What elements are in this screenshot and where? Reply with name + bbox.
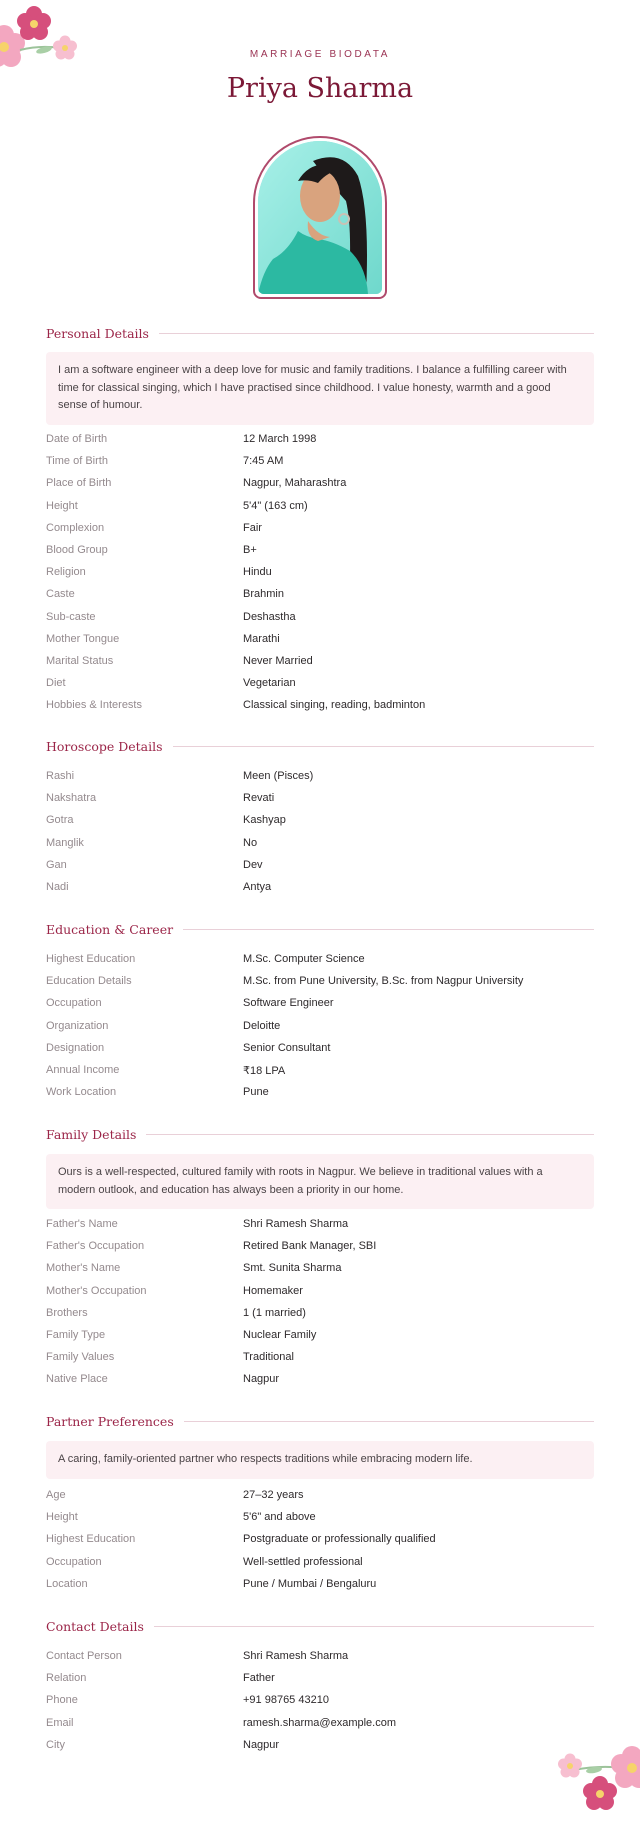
- detail-label: Manglik: [46, 836, 84, 849]
- detail-row: [46, 539, 594, 561]
- section-title: Education & Career: [46, 921, 174, 937]
- detail-value: 7:45 AM: [243, 455, 284, 468]
- detail-row: [46, 583, 594, 605]
- detail-value: Homemaker: [243, 1284, 303, 1297]
- partner-note: A caring, family-oriented partner who respects traditions while embracing modern life.: [46, 1441, 594, 1479]
- detail-value: Classical singing, reading, badminton: [243, 699, 426, 712]
- detail-label: Marital Status: [46, 654, 114, 667]
- detail-row: [46, 1324, 594, 1346]
- profile-photo: [258, 141, 382, 294]
- detail-value: Kashyap: [243, 814, 286, 827]
- detail-label: Rashi: [46, 770, 75, 783]
- detail-value: Fair: [243, 521, 262, 534]
- detail-label: Nadi: [46, 881, 69, 894]
- detail-label: Relation: [46, 1672, 87, 1685]
- detail-label: Phone: [46, 1694, 78, 1707]
- detail-row: [46, 809, 594, 831]
- detail-value: No: [243, 836, 258, 849]
- detail-row: [46, 561, 594, 583]
- profile-photo-frame: [253, 136, 387, 299]
- detail-row: [46, 1257, 594, 1279]
- detail-label: Occupation: [46, 1555, 102, 1568]
- detail-label: Nakshatra: [46, 792, 97, 805]
- detail-label: Contact Person: [46, 1650, 122, 1663]
- divider: [146, 1134, 594, 1135]
- education-details-list: [46, 948, 594, 1103]
- detail-label: Time of Birth: [46, 455, 108, 468]
- detail-row: [46, 1059, 594, 1081]
- detail-value: Postgraduate or professionally qualified: [243, 1533, 436, 1546]
- detail-row: [46, 1506, 594, 1528]
- detail-label: Mother Tongue: [46, 632, 120, 645]
- horoscope-details-list: [46, 765, 594, 898]
- detail-value: Pune / Mumbai / Bengaluru: [243, 1577, 377, 1590]
- detail-row: [46, 1667, 594, 1689]
- detail-row: [46, 628, 594, 650]
- detail-label: Date of Birth: [46, 433, 108, 446]
- contact-details-list: [46, 1645, 594, 1756]
- partner-preferences-list: [46, 1484, 594, 1595]
- detail-row: [46, 1235, 594, 1257]
- detail-row: [46, 1302, 594, 1324]
- detail-label: Gan: [46, 858, 67, 871]
- document-subtitle: MARRIAGE BIODATA: [249, 49, 391, 60]
- divider: [154, 1626, 594, 1627]
- detail-label: City: [46, 1738, 65, 1751]
- detail-row: [46, 450, 594, 472]
- about-me-note: I am a software engineer with a deep love for music and family traditions. I balance a fulfilling career with time for classical singing, which I have practised since childhood. I value honesty, warmth and a good sense of humour.: [46, 352, 594, 425]
- family-note: Ours is a well-respected, cultured family with roots in Nagpur. We believe in traditional values with a modern outlook, and education has always been a priority in our home.: [46, 1154, 594, 1209]
- detail-label: Height: [46, 499, 78, 512]
- detail-value: 27–32 years: [243, 1489, 304, 1502]
- detail-row: [46, 650, 594, 672]
- detail-value: Dev: [243, 858, 263, 871]
- detail-row: [46, 1689, 594, 1711]
- detail-value: 5'4" (163 cm): [243, 499, 308, 512]
- detail-row: [46, 1734, 594, 1756]
- detail-label: Height: [46, 1511, 78, 1524]
- detail-value: Revati: [243, 792, 275, 805]
- detail-value: Vegetarian: [243, 677, 296, 690]
- detail-row: [46, 1081, 594, 1103]
- detail-value: ₹18 LPA: [243, 1064, 286, 1077]
- section-title: Contact Details: [46, 1618, 144, 1634]
- detail-value: Brahmin: [243, 588, 284, 601]
- detail-value: 5'6" and above: [243, 1511, 316, 1524]
- detail-value: Meen (Pisces): [243, 770, 314, 783]
- detail-label: Designation: [46, 1041, 105, 1054]
- detail-label: Email: [46, 1716, 74, 1729]
- detail-row: [46, 495, 594, 517]
- detail-row: [46, 694, 594, 716]
- detail-row: [46, 854, 594, 876]
- detail-value: Shri Ramesh Sharma: [243, 1218, 349, 1231]
- detail-row: [46, 472, 594, 494]
- detail-value: Retired Bank Manager, SBI: [243, 1240, 377, 1253]
- detail-label: Location: [46, 1577, 88, 1590]
- detail-row: [46, 1368, 594, 1390]
- detail-label: Age: [46, 1489, 66, 1502]
- detail-value: Shri Ramesh Sharma: [243, 1650, 349, 1663]
- detail-label: Complexion: [46, 521, 105, 534]
- detail-value: M.Sc. from Pune University, B.Sc. from Nagpur University: [243, 975, 524, 988]
- detail-row: [46, 1712, 594, 1734]
- detail-value: Hindu: [243, 566, 272, 579]
- detail-value: 12 March 1998: [243, 433, 317, 446]
- detail-row: [46, 1484, 594, 1506]
- detail-row: [46, 1528, 594, 1550]
- detail-row: [46, 992, 594, 1014]
- detail-label: Diet: [46, 677, 66, 690]
- detail-label: Family Type: [46, 1329, 106, 1342]
- detail-label: Family Values: [46, 1351, 115, 1364]
- detail-row: [46, 428, 594, 450]
- detail-row: [46, 832, 594, 854]
- section-horoscope-details: [46, 736, 594, 756]
- detail-label: Work Location: [46, 1086, 117, 1099]
- detail-row: [46, 1645, 594, 1667]
- detail-label: Mother's Name: [46, 1262, 121, 1275]
- detail-label: Brothers: [46, 1306, 88, 1319]
- detail-label: Annual Income: [46, 1064, 120, 1077]
- detail-row: [46, 1280, 594, 1302]
- detail-value: Software Engineer: [243, 997, 334, 1010]
- detail-value: M.Sc. Computer Science: [243, 953, 365, 966]
- detail-label: Blood Group: [46, 544, 108, 557]
- section-partner-preferences: [46, 1411, 594, 1431]
- detail-value: Smt. Sunita Sharma: [243, 1262, 342, 1275]
- section-personal-details: [46, 323, 594, 343]
- detail-label: Organization: [46, 1019, 109, 1032]
- detail-value: Nagpur: [243, 1738, 280, 1751]
- detail-row: [46, 517, 594, 539]
- section-contact-details: [46, 1616, 594, 1636]
- detail-row: [46, 876, 594, 898]
- detail-row: [46, 1346, 594, 1368]
- detail-row: [46, 1037, 594, 1059]
- detail-value: Nagpur, Maharashtra: [243, 477, 347, 490]
- detail-value: +91 98765 43210: [243, 1694, 329, 1707]
- detail-row: [46, 1551, 594, 1573]
- detail-label: Hobbies & Interests: [46, 699, 142, 712]
- detail-label: Sub-caste: [46, 610, 96, 623]
- page-title: Priya Sharma: [226, 73, 414, 104]
- detail-row: [46, 765, 594, 787]
- divider: [183, 929, 594, 930]
- detail-value: Pune: [243, 1086, 269, 1099]
- person-photo-icon: [258, 141, 382, 294]
- divider: [173, 746, 594, 747]
- detail-row: [46, 787, 594, 809]
- flower-decoration-icon: [0, 0, 86, 80]
- detail-label: Father's Name: [46, 1218, 118, 1231]
- section-title: Horoscope Details: [46, 738, 163, 754]
- detail-label: Occupation: [46, 997, 102, 1010]
- detail-value: Deloitte: [243, 1019, 281, 1032]
- detail-value: Nuclear Family: [243, 1329, 317, 1342]
- detail-value: Deshastha: [243, 610, 296, 623]
- detail-row: [46, 606, 594, 628]
- section-title: Partner Preferences: [46, 1413, 174, 1429]
- detail-value: ramesh.sharma@example.com: [243, 1716, 396, 1729]
- detail-row: [46, 948, 594, 970]
- detail-value: Senior Consultant: [243, 1041, 331, 1054]
- detail-label: Father's Occupation: [46, 1240, 145, 1253]
- detail-label: Education Details: [46, 975, 132, 988]
- detail-value: Marathi: [243, 632, 280, 645]
- personal-details-list: [46, 428, 594, 716]
- detail-value: Never Married: [243, 654, 313, 667]
- detail-value: B+: [243, 544, 257, 557]
- detail-label: Native Place: [46, 1373, 108, 1386]
- detail-label: Highest Education: [46, 953, 136, 966]
- detail-value: Antya: [243, 881, 272, 894]
- detail-value: Nagpur: [243, 1373, 280, 1386]
- detail-row: [46, 1015, 594, 1037]
- detail-row: [46, 1573, 594, 1595]
- detail-label: Highest Education: [46, 1533, 136, 1546]
- section-family-details: [46, 1124, 594, 1144]
- detail-value: Father: [243, 1672, 275, 1685]
- detail-value: Traditional: [243, 1351, 294, 1364]
- detail-label: Caste: [46, 588, 75, 601]
- detail-label: Gotra: [46, 814, 74, 827]
- family-details-list: [46, 1213, 594, 1391]
- detail-label: Religion: [46, 566, 86, 579]
- detail-row: [46, 672, 594, 694]
- divider: [159, 333, 594, 334]
- section-title: Family Details: [46, 1126, 137, 1142]
- detail-value: 1 (1 married): [243, 1306, 306, 1319]
- divider: [184, 1421, 594, 1422]
- detail-label: Place of Birth: [46, 477, 112, 490]
- detail-row: [46, 1213, 594, 1235]
- detail-label: Mother's Occupation: [46, 1284, 147, 1297]
- detail-value: Well-settled professional: [243, 1555, 363, 1568]
- section-title: Personal Details: [46, 325, 149, 341]
- detail-row: [46, 970, 594, 992]
- section-education-career: [46, 919, 594, 939]
